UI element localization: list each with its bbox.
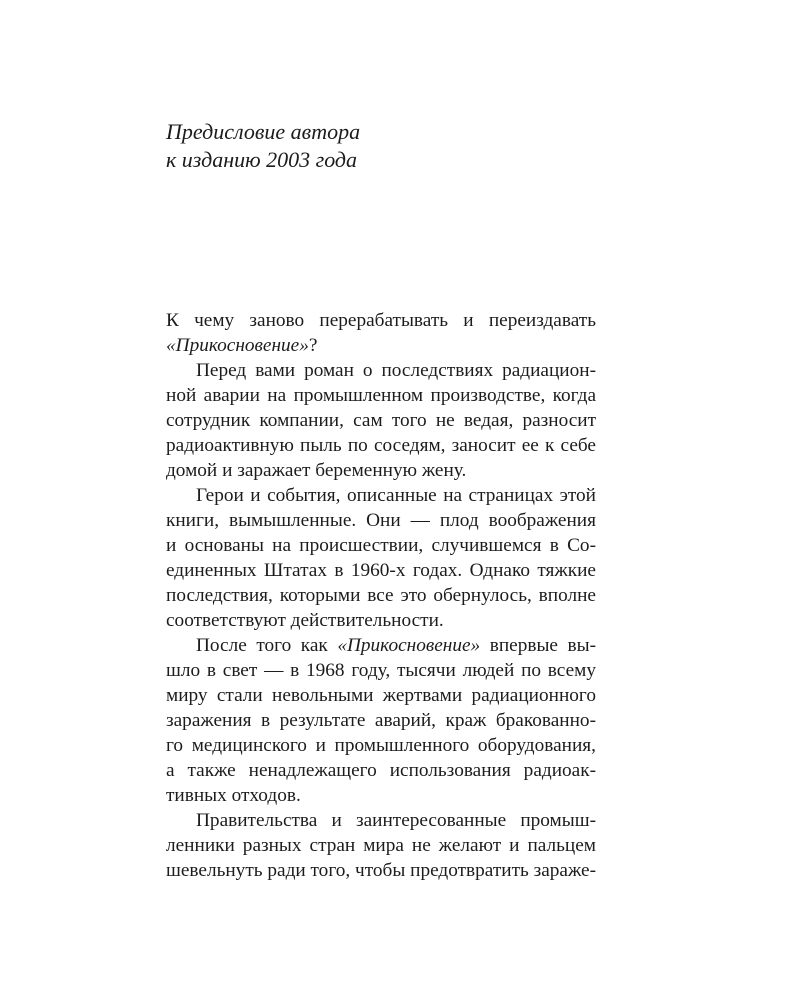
text-line: соответствуют действительности. (166, 610, 444, 631)
text-line: Герои и события, описанные на страницах этой (196, 485, 596, 506)
text-line: последствия, которыми все это обернулось, вполне (166, 585, 596, 606)
text-line: После того как «Прикосновение» впервые вы- (196, 635, 596, 656)
text-line: книги, вымышленные. Они — плод воображения (166, 510, 596, 531)
text-line: заражения в результате аварий, краж бракованно- (166, 710, 596, 731)
text-line: домой и заражает беременную жену. (166, 460, 467, 481)
text-line: Правительства и заинтересованные промыш- (196, 810, 596, 831)
heading-line: к изданию 2003 года (166, 147, 358, 172)
chapter-heading (166, 118, 360, 174)
text-line: миру стали невольными жертвами радиационного (166, 685, 596, 706)
text-line: К чему заново перерабатывать и переиздавать (166, 310, 596, 331)
text-line: единенных Штатах в 1960-х годах. Однако тяжкие (166, 560, 596, 581)
text-line: шевельнуть ради того, чтобы предотвратить зараже- (166, 860, 597, 881)
text-line: «Прикосновение»? (166, 335, 318, 356)
text-line: радиоактивную пыль по соседям, заносит ее к себе (166, 435, 596, 456)
book-title: «Прикосновение» (166, 335, 309, 356)
text-line: а также ненадлежащего использования радиоак- (166, 760, 596, 781)
text-line: тивных отходов. (166, 785, 301, 806)
text-line: Перед вами роман о последствиях радиацион- (196, 360, 596, 381)
text-line: ной аварии на промышленном производстве, когда (166, 385, 596, 406)
heading-line: Предисловие автора (166, 119, 361, 144)
book-title: «Прикосновение» (337, 635, 481, 656)
text-line: и основаны на происшествии, случившемся в Со- (166, 535, 596, 556)
text-line: сотрудник компании, сам того не ведая, разносит (166, 410, 596, 431)
text-line: го медицинского и промышленного оборудования, (166, 735, 596, 756)
body-text (166, 308, 596, 883)
text-line: ленники разных стран мира не желают и пальцем (166, 835, 596, 856)
text-line: шло в свет — в 1968 году, тысячи людей по всему (166, 660, 596, 681)
